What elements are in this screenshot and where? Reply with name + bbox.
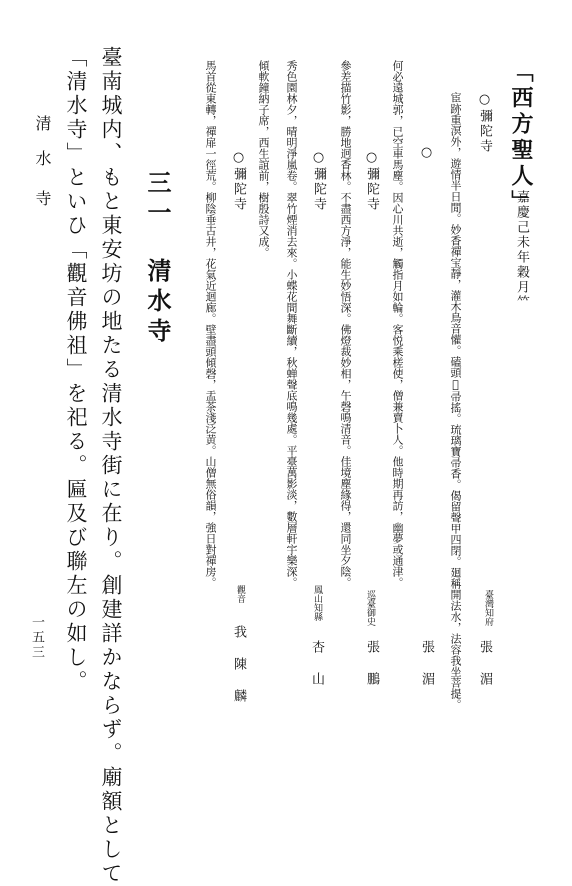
poem-dating: 嘉慶己未年穀月𥫗 — [514, 190, 529, 310]
poem1-author-name: 張 湄 — [477, 640, 492, 687]
poem2-heading: ○ — [419, 145, 434, 162]
poem4-author-title: 鳳山知縣 — [312, 585, 322, 621]
section-number: 三一 — [143, 170, 172, 230]
plaque-char-2: 水 — [33, 150, 52, 169]
poem4-text-2: 傾軟鐘納子席，西生誼前，樹殷詩又成。 — [257, 60, 270, 258]
poem1-author-title: 臺灣知府 — [483, 590, 493, 626]
poem4-heading: ○彌陀寺 — [311, 150, 326, 212]
poem2-text: 何必遠城郭，已空車馬塵。因心川共逝，觸指月如輪。客悦乘槎使，僧兼賣卜人。他時期再訪，幽夢或通津。 — [391, 60, 404, 588]
section-title: 清水寺 — [143, 258, 172, 348]
poem1-text: 宦跡重溟外，遊情半日閒。妙香禪宝靜，灌木鳥音懽。磕頭𤤘帚搖。琉璃寶帚香。偈留聲甲四閉。廻稱開法水，法容我坐菩提。 — [449, 92, 462, 710]
plaque-char-3: 寺 — [33, 190, 52, 209]
poem5-author-title: 觀音 — [235, 585, 245, 603]
poem-title: 「西方聖人」 — [508, 60, 534, 216]
page-number: 一五三 — [29, 615, 44, 660]
poem5-author-name: 我 陳 麟 — [231, 625, 246, 704]
poem3-text: 參差描竹影，勝地迥香林。不盡西方淨，能生妙悟深。佛燈裁妙相，午磬鳴清音。佳境塵緣得，還同坐夕陰。 — [339, 60, 352, 588]
body-line-1: 臺南城内、もと東安坊の地たる清水寺街に在り。創建詳かならず。廟額として — [99, 46, 123, 886]
body-line-2: 「清水寺」といひ「觀音佛祖」を祀る。匾及び聯左の如し。 — [64, 46, 88, 694]
poem4-text-1: 秀色園林夕，晴明淨嵐卷。翠竹煙消去來。小蝶花間舞斷續，秋蝉聲底鳴幾處。平臺萬影淡，數層軒宇樂深。 — [285, 60, 298, 588]
poem5-heading: ○彌陀寺 — [231, 150, 246, 212]
poem3-author-title: 巡臺御史 — [365, 590, 375, 626]
poem3-heading: ○彌陀寺 — [364, 150, 379, 212]
poem2-author: 張 湄 — [419, 640, 434, 687]
plaque-char-1: 清 — [33, 115, 52, 134]
poem4-author-name: 杏 山 — [309, 640, 324, 687]
poem5-text: 馬首從東轉，禪扉一徑荒。柳陰垂古井，花氣近迴廊。壁盡頭傾磬，盂茶淺泛黄。山僧無俗韻，強日對禪房。 — [204, 60, 217, 588]
poem3-author-name: 張 鵬 — [364, 640, 379, 687]
poem1-heading: ○彌陀寺 — [477, 92, 492, 154]
